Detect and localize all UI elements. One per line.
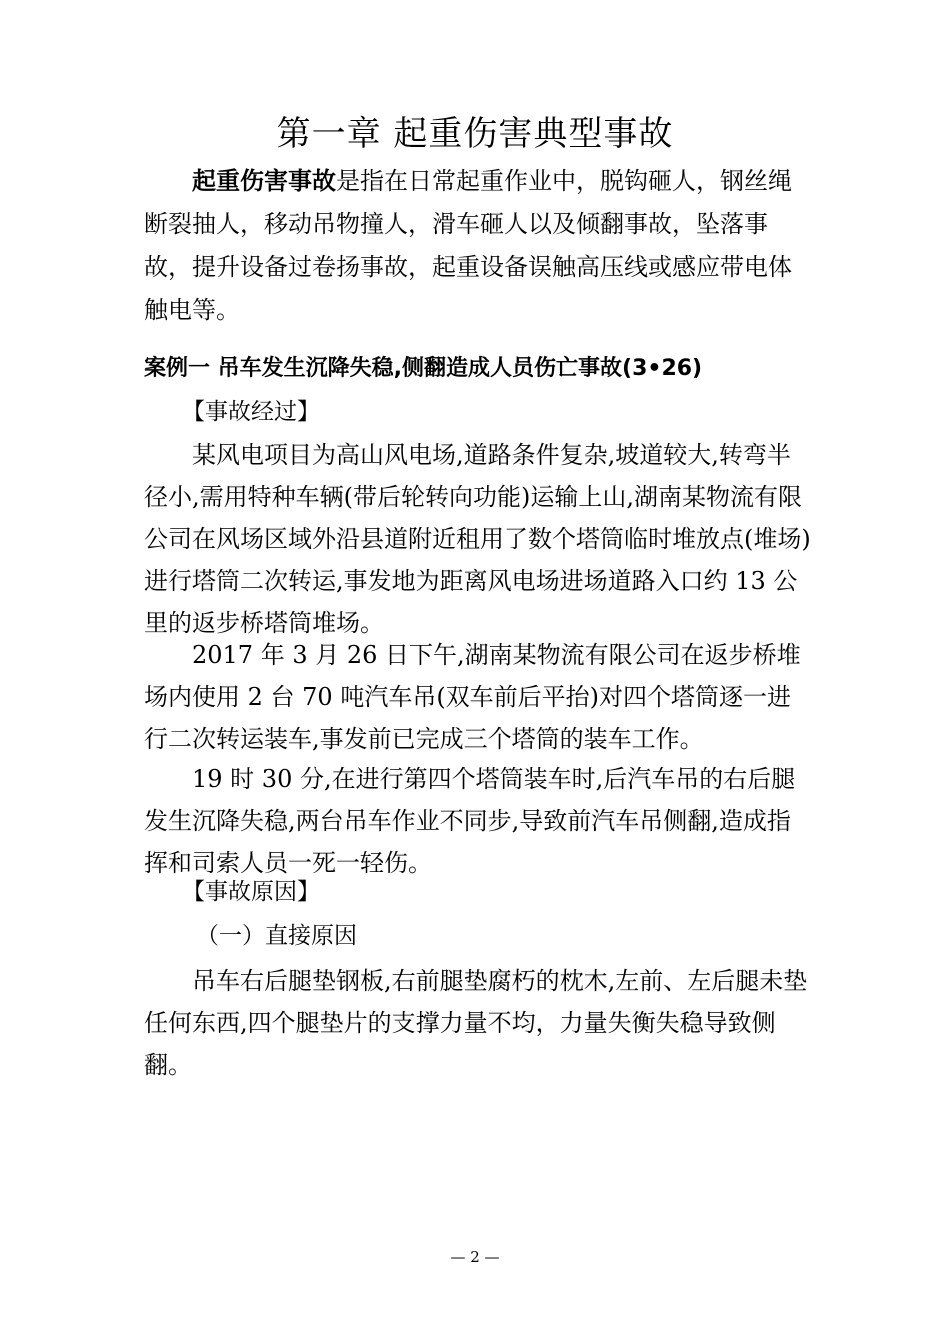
process-paragraph-3: 19 时 30 分,在进行第四个塔筒装车时,后汽车吊的右后腿发生沉降失稳,两台吊车作业不同步,导致前汽车吊侧翻,造成指挥和司索人员一死一轻伤。 <box>144 765 796 877</box>
process-paragraph-2: 2017 年 3 月 26 日下午,湖南某物流有限公司在返步桥堆场内使用 2 台 70 吨汽车吊(双车前后平抬)对四个塔筒逐一进行二次转运装车,事发前已完成三个塔筒的装车工作。 <box>144 641 801 753</box>
page-number: — 2 — <box>450 1248 500 1266</box>
direct-cause-paragraph: 吊车右后腿垫钢板,右前腿垫腐朽的枕木,左前、左后腿未垫任何东西,四个腿垫片的支撑力量不均，力量失衡失稳导致侧翻。 <box>144 967 808 1079</box>
intro-definition: 是指在日常起重作业中，脱钩砸人，钢丝绳断裂抽人，移动吊物撞人，滑车砸人以及倾翻事故，坠落事故，提升设备过卷扬事故，起重设备误触高压线或感应带电体触电等。 <box>144 167 792 324</box>
cause-heading: 【事故原因】 <box>182 879 320 905</box>
process-heading: 【事故经过】 <box>182 399 320 425</box>
process-paragraph-1: 某风电项目为高山风电场,道路条件复杂,坡道较大,转弯半径小,需用特种车辆(带后轮转向功能)运输上山,湖南某物流有限公司在风场区域外沿县道附近租用了数个塔筒临时堆放点(堆场)进行塔筒二次转运,事发地为距离风电场进场道路入口约 13 公里的返步桥塔筒堆场。 <box>144 441 811 637</box>
chapter-title: 第一章 起重伤害典型事故 <box>276 114 674 154</box>
direct-cause-heading: （一）直接原因 <box>196 923 357 949</box>
case-title: 案例一 吊车发生沉降失稳,侧翻造成人员伤亡事故(3•26) <box>144 356 703 381</box>
intro-term: 起重伤害事故 <box>192 167 336 195</box>
intro-paragraph <box>144 160 814 332</box>
